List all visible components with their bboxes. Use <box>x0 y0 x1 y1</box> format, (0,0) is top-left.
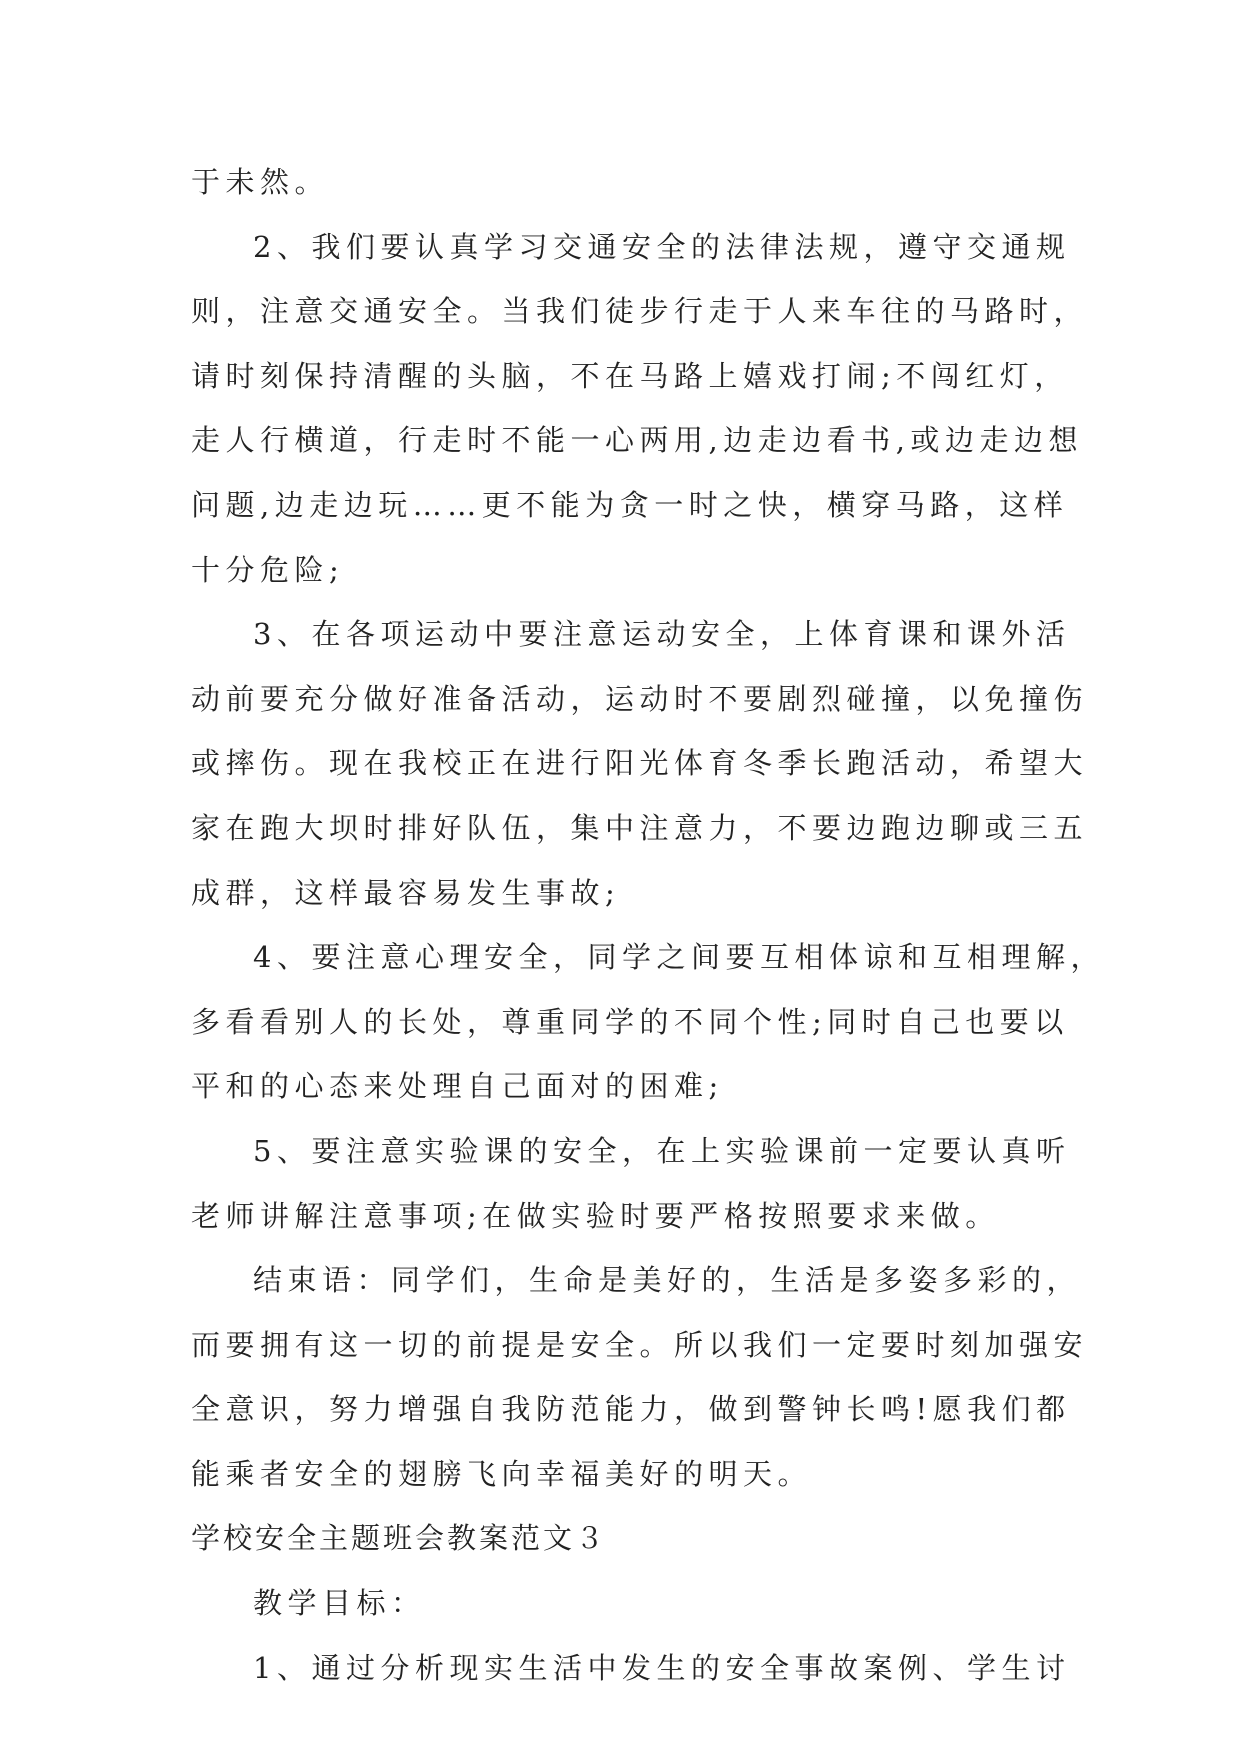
text-line: 教学目标： <box>253 1586 426 1621</box>
text-line: 4、要注意心理安全，同学之间要互相体谅和互相理解， <box>253 940 1105 975</box>
text-line: 老师讲解注意事项;在做实验时要严格按照要求来做。 <box>191 1198 1000 1233</box>
text-line: 1、通过分析现实生活中发生的安全事故案例、学生讨 <box>253 1650 1071 1685</box>
text-line: 动前要充分做好准备活动，运动时不要剧烈碰撞，以免撞伤 <box>191 681 1089 716</box>
text-line: 平和的心态来处理自己面对的困难; <box>191 1069 724 1104</box>
text-line: 2、我们要认真学习交通安全的法律法规，遵守交通规 <box>253 229 1071 264</box>
section-heading: 学校安全主题班会教案范文３ <box>191 1521 608 1556</box>
text-line: 则，注意交通安全。当我们徒步行走于人来车往的马路时， <box>191 294 1089 329</box>
text-line: 全意识，努力增强自我防范能力，做到警钟长鸣!愿我们都 <box>191 1392 1071 1427</box>
text-line: 家在跑大坝时排好队伍，集中注意力，不要边跑边聊或三五 <box>191 810 1089 845</box>
text-line: 问题,边走边玩……更不能为贪一时之快，横穿马路，这样 <box>191 487 1069 522</box>
text-line: 十分危险; <box>191 552 345 587</box>
text-line: 或摔伤。现在我校正在进行阳光体育冬季长跑活动，希望大 <box>191 746 1089 781</box>
text-line: 请时刻保持清醒的头脑，不在马路上嬉戏打闹;不闯红灯， <box>191 358 1069 393</box>
text-line: 于未然。 <box>191 165 330 199</box>
text-line: 走人行横道，行走时不能一心两用,边走边看书,或边走边想 <box>191 423 1083 458</box>
text-line: 而要拥有这一切的前提是安全。所以我们一定要时刻加强安 <box>191 1327 1089 1362</box>
text-line: 能乘者安全的翅膀飞向幸福美好的明天。 <box>191 1456 813 1491</box>
text-line: 3、在各项运动中要注意运动安全，上体育课和课外活 <box>253 617 1071 652</box>
text-line: 结束语：同学们，生命是美好的，生活是多姿多彩的， <box>253 1263 1082 1298</box>
document-body <box>191 150 1105 1700</box>
text-line: 多看看别人的长处，尊重同学的不同个性;同时自己也要以 <box>191 1004 1069 1039</box>
text-line: 成群，这样最容易发生事故; <box>191 875 621 910</box>
text-line: 5、要注意实验课的安全，在上实验课前一定要认真听 <box>253 1133 1071 1168</box>
